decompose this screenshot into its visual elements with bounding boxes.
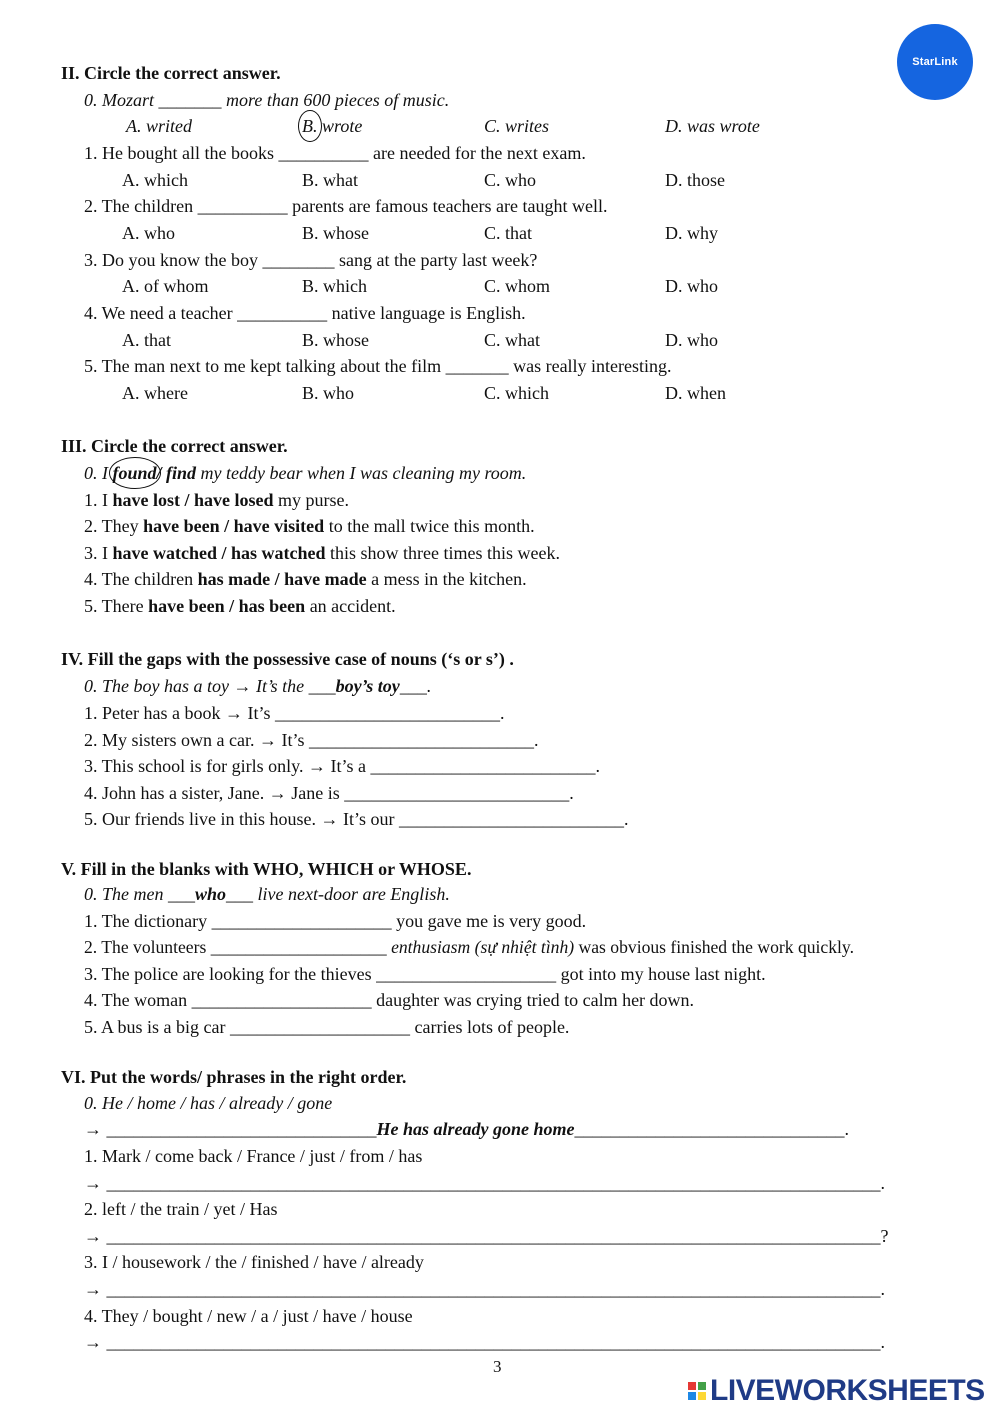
sec2-q5-b[interactable]: B. who (302, 383, 355, 403)
arrow-icon: → (258, 730, 277, 750)
sec6-q4-answer[interactable]: → ______________________________________________________________________________________. (84, 1332, 885, 1352)
arrow-icon: → (320, 809, 339, 829)
sec2-q5-stem: 5. The man next to me kept talking about the film _______ was really interesting. (84, 356, 672, 376)
sec6-q3-answer[interactable]: → ______________________________________________________________________________________. (84, 1279, 885, 1299)
page-number: 3 (493, 1357, 502, 1376)
sec3-q3[interactable]: 3. I have watched / has watched this show three times this week. (84, 543, 560, 563)
arrow-icon: → (268, 783, 287, 803)
sec2-example-a: A. writed (126, 116, 192, 136)
sec4-q2[interactable]: 2. My sisters own a car. → It’s _________________________. (84, 730, 539, 750)
answer-circle: found (112, 463, 157, 483)
answer-circle: B. (302, 116, 318, 136)
arrow-icon: → (224, 703, 243, 723)
sec2-q3-d[interactable]: D. who (665, 276, 718, 296)
sec2-example-c: C. writes (484, 116, 550, 136)
sec2-q1-d[interactable]: D. those (665, 170, 725, 190)
sec2-example-d: D. was wrote (665, 116, 760, 136)
sec4-q4[interactable]: 4. John has a sister, Jane. → Jane is _________________________. (84, 783, 574, 803)
starlink-logo: StarLink (897, 24, 973, 100)
sec4-example: 0. The boy has a toy → It’s the ___boy’s toy___. (84, 676, 432, 696)
sec2-q2-stem: 2. The children __________ parents are famous teachers are taught well. (84, 196, 608, 216)
sec2-q1-stem: 1. He bought all the books __________ are needed for the next exam. (84, 143, 586, 163)
sec2-q4-a[interactable]: A. that (122, 330, 171, 350)
sec2-q3-stem: 3. Do you know the boy ________ sang at the party last week? (84, 250, 538, 270)
sec5-q4[interactable]: 4. The woman ____________________ daughter was crying tried to calm her down. (84, 990, 695, 1010)
sec2-q2-a[interactable]: A. who (122, 223, 175, 243)
sec3-q1[interactable]: 1. I have lost / have losed my purse. (84, 490, 350, 510)
sec2-q4-b[interactable]: B. whose (302, 330, 369, 350)
sec5-q3[interactable]: 3. The police are looking for the thieves ____________________ got into my house last night. (84, 964, 766, 984)
sec6-q1-answer[interactable]: → ______________________________________________________________________________________. (84, 1173, 885, 1193)
arrow-icon: → (308, 756, 326, 776)
sec2-q4-d[interactable]: D. who (665, 330, 718, 350)
sec6-example-answer: → ______________________________He has already gone home______________________________. (84, 1119, 849, 1139)
sec3-example: 0. I found/ find my teddy bear when I was cleaning my room. (84, 463, 527, 483)
sec2-q2-b[interactable]: B. whose (302, 223, 369, 243)
section-3-title: III. Circle the correct answer. (61, 436, 288, 456)
sec3-q2[interactable]: 2. They have been / have visited to the mall twice this month. (84, 516, 535, 536)
section-2-title: II. Circle the correct answer. (61, 63, 281, 83)
sec4-q5[interactable]: 5. Our friends live in this house. → It’s our _________________________. (84, 809, 629, 829)
arrow-icon: → (84, 1226, 102, 1246)
sec6-q3-prompt: 3. I / housework / the / finished / have / already (84, 1252, 424, 1272)
arrow-icon: → (84, 1119, 102, 1139)
arrow-icon: → (84, 1279, 102, 1299)
sec6-q1-prompt: 1. Mark / come back / France / just / from / has (84, 1146, 423, 1166)
sec2-example-b: B. wrote (302, 116, 363, 136)
sec3-q5[interactable]: 5. There have been / has been an accident. (84, 596, 396, 616)
sec2-q5-d[interactable]: D. when (665, 383, 726, 403)
sec3-q4[interactable]: 4. The children has made / have made a mess in the kitchen. (84, 569, 527, 589)
sec2-q4-c[interactable]: C. what (484, 330, 540, 350)
sec2-q4-stem: 4. We need a teacher __________ native language is English. (84, 303, 526, 323)
sec6-q2-answer[interactable]: → ______________________________________________________________________________________? (84, 1226, 889, 1246)
sec4-q3[interactable]: 3. This school is for girls only. → It’s a _________________________. (84, 756, 600, 776)
sec5-q1[interactable]: 1. The dictionary ____________________ you gave me is very good. (84, 911, 587, 931)
section-5-title: V. Fill in the blanks with WHO, WHICH or WHOSE. (61, 859, 472, 879)
sec2-example-stem: 0. Mozart _______ more than 600 pieces of music. (84, 90, 450, 110)
sec2-q3-c[interactable]: C. whom (484, 276, 551, 296)
liveworksheets-mark-icon (688, 1382, 706, 1400)
sec2-q2-d[interactable]: D. why (665, 223, 718, 243)
sec5-q5[interactable]: 5. A bus is a big car ____________________ carries lots of people. (84, 1017, 570, 1037)
sec6-q4-prompt: 4. They / bought / new / a / just / have / house (84, 1306, 413, 1326)
sec2-q1-c[interactable]: C. who (484, 170, 537, 190)
sec2-q2-c[interactable]: C. that (484, 223, 532, 243)
arrow-icon: → (233, 676, 252, 696)
sec2-q1-a[interactable]: A. which (122, 170, 188, 190)
section-4-title: IV. Fill the gaps with the possessive case of nouns (‘s or s’) . (61, 649, 514, 669)
sec6-q2-prompt: 2. left / the train / yet / Has (84, 1199, 278, 1219)
arrow-icon: → (84, 1173, 102, 1193)
sec2-q3-a[interactable]: A. of whom (122, 276, 209, 296)
sec2-q3-b[interactable]: B. which (302, 276, 367, 296)
section-6-title: VI. Put the words/ phrases in the right order. (61, 1067, 407, 1087)
liveworksheets-logo: LIVEWORKSHEETS (688, 1374, 985, 1408)
sec2-q5-c[interactable]: C. which (484, 383, 549, 403)
sec2-q5-a[interactable]: A. where (122, 383, 188, 403)
sec2-q1-b[interactable]: B. what (302, 170, 358, 190)
sec5-example: 0. The men ___who___ live next-door are English. (84, 884, 450, 904)
sec5-q2[interactable]: 2. The volunteers ____________________ enthusiasm (sự nhiệt tình) was obvious finished the work quickly. (84, 937, 854, 957)
sec4-q1[interactable]: 1. Peter has a book → It’s _________________________. (84, 703, 505, 723)
arrow-icon: → (84, 1332, 102, 1352)
sec6-example-prompt: 0. He / home / has / already / gone (84, 1093, 333, 1113)
